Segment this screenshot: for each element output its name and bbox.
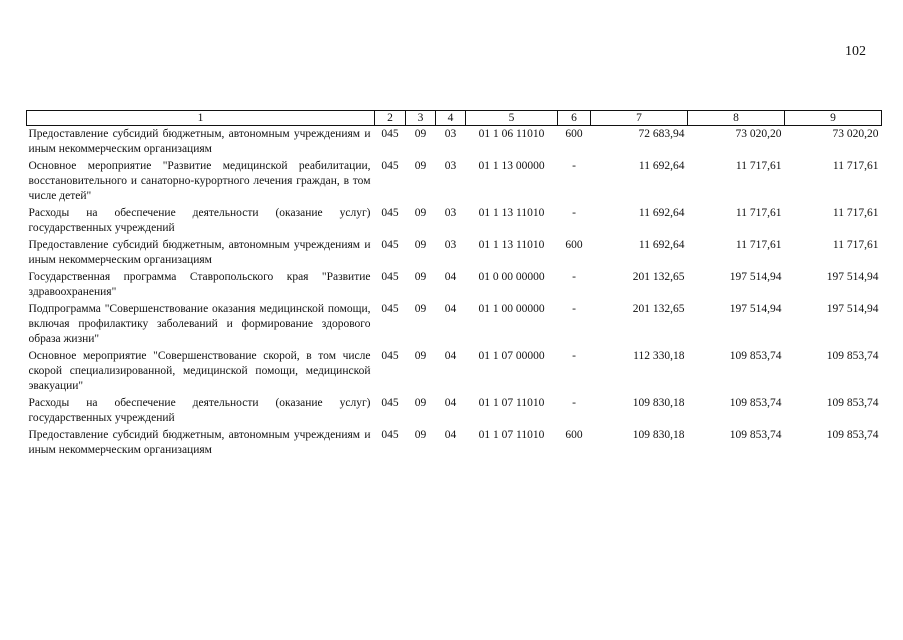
row-ministry: 045 (381, 239, 399, 251)
header-row (27, 111, 882, 126)
header-cell-subsection: 4 (436, 111, 466, 126)
row-sum-2: 109 853,74 (729, 429, 782, 441)
row-subsection: 04 (444, 350, 457, 362)
row-subsection: 03 (444, 239, 457, 251)
row-expense-type: - (572, 350, 576, 362)
row-sum-3: 109 853,74 (826, 350, 879, 362)
row-subsection: 03 (444, 207, 457, 219)
row-sum-3: 109 853,74 (826, 429, 879, 441)
row-section: 09 (414, 239, 427, 251)
row-expense-type: - (572, 160, 576, 172)
row-section: 09 (414, 271, 427, 283)
row-sum-1: 11 692,64 (638, 239, 685, 251)
row-name: Основное мероприятие "Совершенствование скорой, в том числе скорой специализированной, медицинской помощи, медицинской эвакуации" (28, 350, 371, 392)
row-ministry: 045 (381, 303, 399, 315)
row-sum-2: 109 853,74 (729, 397, 782, 409)
row-section: 09 (414, 207, 427, 219)
row-name: Государственная программа Ставропольского края "Развитие здравоохранения" (28, 271, 371, 298)
row-section: 09 (414, 429, 427, 441)
row-target: 01 1 13 00000 (478, 160, 545, 172)
row-ministry: 045 (381, 160, 399, 172)
row-ministry: 045 (381, 350, 399, 362)
row-sum-1: 109 830,18 (632, 429, 685, 441)
header-cell-sum-3: 9 (785, 111, 882, 126)
header-cell-expense-type: 6 (558, 111, 591, 126)
row-expense-type: - (572, 303, 576, 315)
row-target: 01 1 06 11010 (478, 128, 545, 140)
row-expense-type: - (572, 397, 576, 409)
row-name: Расходы на обеспечение деятельности (оказание услуг) государственных учреждений (28, 207, 371, 234)
row-sum-2: 11 717,61 (735, 160, 782, 172)
row-ministry: 045 (381, 429, 399, 441)
row-target: 01 1 07 11010 (478, 397, 545, 409)
row-sum-3: 109 853,74 (826, 397, 879, 409)
budget-table (26, 110, 882, 459)
row-subsection: 04 (444, 271, 457, 283)
row-target: 01 1 00 00000 (478, 303, 545, 315)
table-row (27, 348, 882, 395)
header-cell-sum-1: 7 (591, 111, 688, 126)
row-sum-1: 11 692,64 (638, 160, 685, 172)
row-sum-2: 11 717,61 (735, 207, 782, 219)
row-name: Предоставление субсидий бюджетным, автономным учреждениям и иным некоммерческим организациям (28, 128, 371, 155)
row-sum-2: 11 717,61 (735, 239, 782, 251)
row-sum-3: 197 514,94 (826, 303, 879, 315)
row-sum-3: 11 717,61 (832, 239, 879, 251)
row-ministry: 045 (381, 207, 399, 219)
row-section: 09 (414, 303, 427, 315)
row-section: 09 (414, 350, 427, 362)
row-sum-3: 11 717,61 (832, 207, 879, 219)
row-expense-type: 600 (565, 239, 583, 251)
header-cell-name: 1 (27, 111, 375, 126)
row-subsection: 03 (444, 128, 457, 140)
table-row (27, 301, 882, 348)
row-expense-type: 600 (565, 429, 583, 441)
header-cell-section: 3 (406, 111, 436, 126)
row-section: 09 (414, 397, 427, 409)
row-sum-1: 72 683,94 (638, 128, 685, 140)
row-target: 01 0 00 00000 (478, 271, 545, 283)
row-ministry: 045 (381, 397, 399, 409)
row-expense-type: 600 (565, 128, 583, 140)
row-expense-type: - (572, 271, 576, 283)
row-name: Предоставление субсидий бюджетным, автономным учреждениям и иным некоммерческим организациям (28, 239, 371, 266)
row-sum-1: 112 330,18 (633, 350, 685, 362)
row-sum-1: 201 132,65 (632, 271, 685, 283)
row-sum-3: 11 717,61 (832, 160, 879, 172)
header-cell-ministry: 2 (375, 111, 406, 126)
row-sum-1: 11 692,64 (638, 207, 685, 219)
row-target: 01 1 07 11010 (478, 429, 545, 441)
row-section: 09 (414, 160, 427, 172)
page-number: 102 (845, 44, 866, 59)
row-sum-3: 197 514,94 (826, 271, 879, 283)
header-cell-sum-2: 8 (688, 111, 785, 126)
row-subsection: 04 (444, 303, 457, 315)
row-sum-1: 201 132,65 (632, 303, 685, 315)
row-target: 01 1 13 11010 (478, 207, 545, 219)
row-subsection: 03 (444, 160, 457, 172)
header-cell-target: 5 (466, 111, 558, 126)
row-sum-1: 109 830,18 (632, 397, 685, 409)
row-name: Расходы на обеспечение деятельности (оказание услуг) государственных учреждений (28, 397, 371, 424)
row-sum-3: 73 020,20 (832, 128, 879, 140)
row-expense-type: - (572, 207, 576, 219)
row-target: 01 1 13 11010 (478, 239, 545, 251)
table-row (27, 237, 882, 269)
row-sum-2: 73 020,20 (735, 128, 782, 140)
row-sum-2: 109 853,74 (729, 350, 782, 362)
row-ministry: 045 (381, 271, 399, 283)
row-sum-2: 197 514,94 (729, 271, 782, 283)
table-row (27, 158, 882, 205)
table-row (27, 269, 882, 301)
row-name: Основное мероприятие "Развитие медицинской реабилитации, восстановительного и санаторно-курортного лечения граждан, в том числе детей" (28, 160, 371, 202)
row-subsection: 04 (444, 429, 457, 441)
row-target: 01 1 07 00000 (478, 350, 545, 362)
row-name: Предоставление субсидий бюджетным, автономным учреждениям и иным некоммерческим организациям (28, 429, 371, 456)
table-row (27, 395, 882, 427)
row-section: 09 (414, 128, 427, 140)
row-sum-2: 197 514,94 (729, 303, 782, 315)
table-row (27, 205, 882, 237)
row-name: Подпрограмма "Совершенствование оказания медицинской помощи, включая профилактику заболеваний и формирование здорового образа жизни" (28, 303, 371, 345)
row-ministry: 045 (381, 128, 399, 140)
table-row (27, 427, 882, 459)
row-subsection: 04 (444, 397, 457, 409)
table-row (27, 126, 882, 159)
